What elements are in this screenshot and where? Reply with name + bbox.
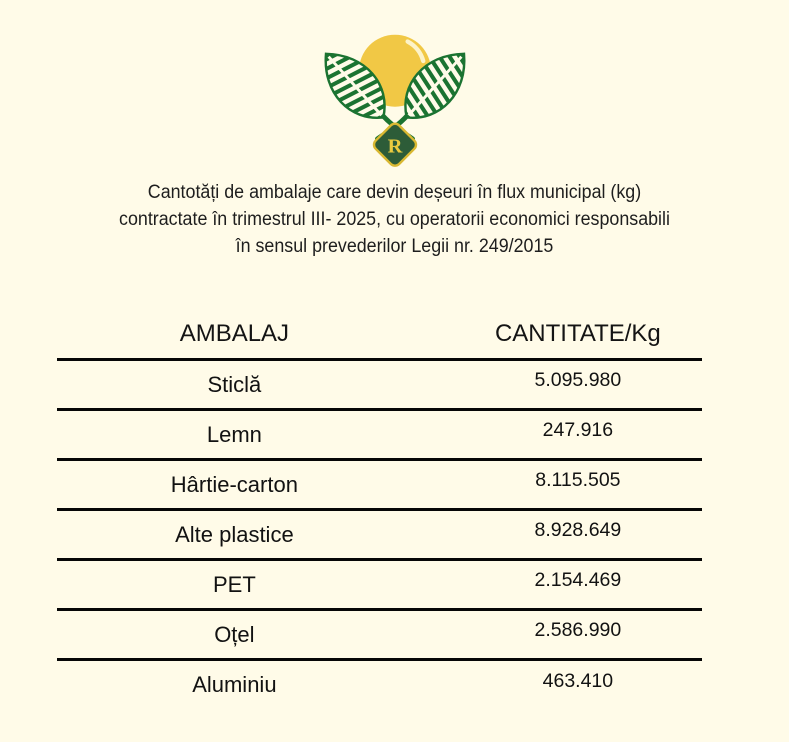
- table-header-row: [57, 308, 702, 360]
- title-line-3: în sensul prevederilor Legii nr. 249/2015: [235, 236, 554, 257]
- quantity-value: 247.916: [542, 419, 614, 441]
- column-header-cantitate: CANTITATE/Kg: [494, 320, 661, 347]
- material-label: Alte plastice: [175, 521, 294, 547]
- material-label: Sticlă: [207, 371, 262, 397]
- material-label: PET: [212, 571, 256, 597]
- material-label: Oțel: [214, 621, 255, 647]
- leaves-sun-logo-icon: [317, 24, 473, 170]
- title-line-1: Cantotăți de ambalaje care devin deșeuri în flux municipal (kg): [147, 182, 642, 203]
- r-diamond-badge-icon: [371, 121, 418, 168]
- logo-letter: R: [387, 135, 402, 158]
- material-label: Aluminiu: [192, 672, 277, 698]
- organization-logo: [0, 0, 789, 175]
- table-row: [57, 660, 702, 710]
- table-row: [57, 510, 702, 560]
- quantity-value: 2.586.990: [534, 619, 622, 641]
- quantity-value: 8.928.649: [534, 519, 622, 541]
- quantity-value: 2.154.469: [534, 569, 622, 591]
- title-line-2: contractate în trimestrul III- 2025, cu operatorii economici responsabili: [119, 209, 670, 230]
- table-row: [57, 610, 702, 660]
- quantity-value: 8.115.505: [535, 469, 621, 491]
- table-row: [57, 460, 702, 510]
- packaging-quantities-table: [57, 308, 702, 710]
- quantity-value: 5.095.980: [534, 369, 622, 391]
- page-title: [24, 179, 766, 260]
- table-row: [57, 560, 702, 610]
- table-row: [57, 410, 702, 460]
- quantity-value: 463.410: [542, 669, 614, 692]
- material-label: Hârtie-carton: [170, 471, 298, 497]
- table-row: [57, 360, 702, 410]
- column-header-ambalaj: AMBALAJ: [179, 320, 290, 347]
- material-label: Lemn: [206, 421, 262, 447]
